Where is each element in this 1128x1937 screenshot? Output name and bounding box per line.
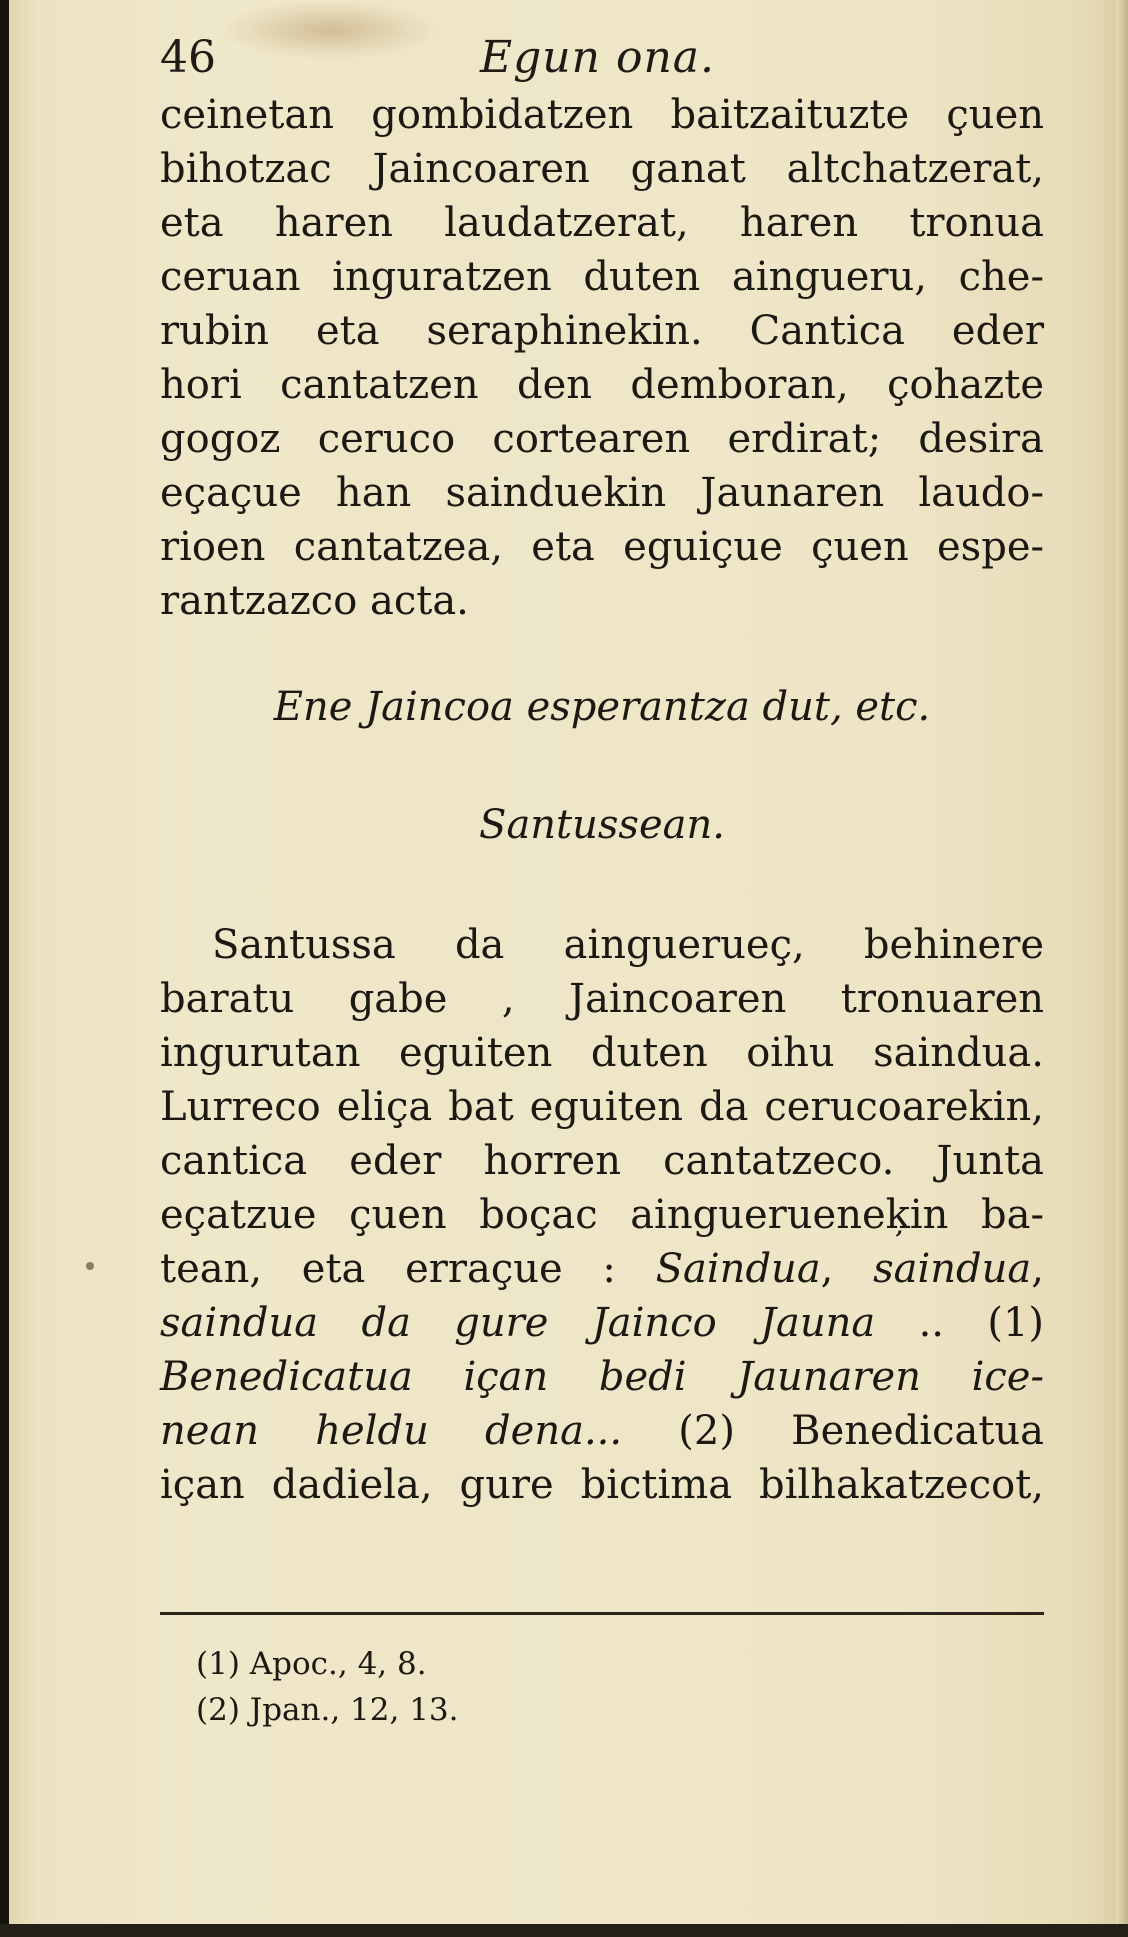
page-bottom-edge (0, 1924, 1128, 1937)
running-title: Egun ona. (480, 32, 715, 83)
text-span: tean, eta erraçue : (160, 1246, 656, 1292)
text-line: hori cantatzen den demboran, çohazte (160, 362, 1044, 408)
italic-span: Saindua (655, 1246, 821, 1292)
text-line: rantzazco acta. (160, 578, 469, 624)
footnote-1: (1) Apoc., 4, 8. (196, 1646, 427, 1682)
italic-span: saindua (873, 1246, 1032, 1292)
text-line: eçatzue çuen boçac ainguerueneķin ba- (160, 1192, 1044, 1238)
text-line: rioen cantatzea, eta eguiçue çuen espe- (160, 524, 1044, 570)
text-line-mixed (160, 1404, 1044, 1458)
page-edge (1116, 0, 1128, 1937)
text-line: içan dadiela, gure bictima bilhakatzecot, (160, 1462, 1044, 1508)
text-line: bihotzac Jaincoaren ganat altchatzerat, (160, 146, 1044, 192)
ink-speck (86, 1262, 94, 1270)
text-line: cantica eder horren cantatzeco. Junta (160, 1138, 1044, 1184)
text-line: rubin eta seraphinekin. Cantica eder (160, 308, 1044, 354)
text-line: eta haren laudatzerat, haren tronua (160, 200, 1044, 246)
text-line: gogoz ceruco cortearen erdirat; desira (160, 416, 1044, 462)
text-line-italic: Benedicatua içan bedi Jaunaren ice- (160, 1354, 1044, 1400)
response-etc: , etc. (829, 684, 931, 730)
footnote-rule (160, 1612, 1044, 1615)
text-line: ceinetan gombidatzen baitzaituzte çuen (160, 92, 1044, 138)
text-span: , (820, 1246, 874, 1292)
page-number: 46 (160, 32, 216, 83)
section-heading: Santussean. (479, 802, 725, 848)
page-header (0, 28, 1128, 88)
text-line: eçaçue han sainduekin Jaunaren laudo- (160, 470, 1044, 516)
text-line: Lurreco eliça bat eguiten da cerucoarekin, (160, 1084, 1044, 1130)
text-span: .. (1) (875, 1300, 1044, 1346)
text-line-mixed (160, 1296, 1044, 1350)
book-spine (0, 0, 9, 1937)
text-line: baratu gabe , Jaincoaren tronuaren (160, 976, 1044, 1022)
text-line-mixed (160, 1242, 1044, 1296)
italic-span: nean heldu dena... (160, 1408, 623, 1454)
text-line: Santussa da ainguerueç, behinere (212, 922, 1044, 968)
text-span: (2) Benedicatua (622, 1408, 1044, 1454)
text-span: , (1031, 1246, 1044, 1292)
footnote-2: (2) Jpan., 12, 13. (196, 1692, 459, 1728)
text-line: ceruan inguratzen duten aingueru, che- (160, 254, 1044, 300)
text-line: ingurutan eguiten duten oihu saindua. (160, 1030, 1044, 1076)
response-line (160, 680, 1044, 734)
response-text: Ene Jaincoa esperantza dut (273, 684, 830, 730)
italic-span: saindua da gure Jainco Jauna (160, 1300, 876, 1346)
